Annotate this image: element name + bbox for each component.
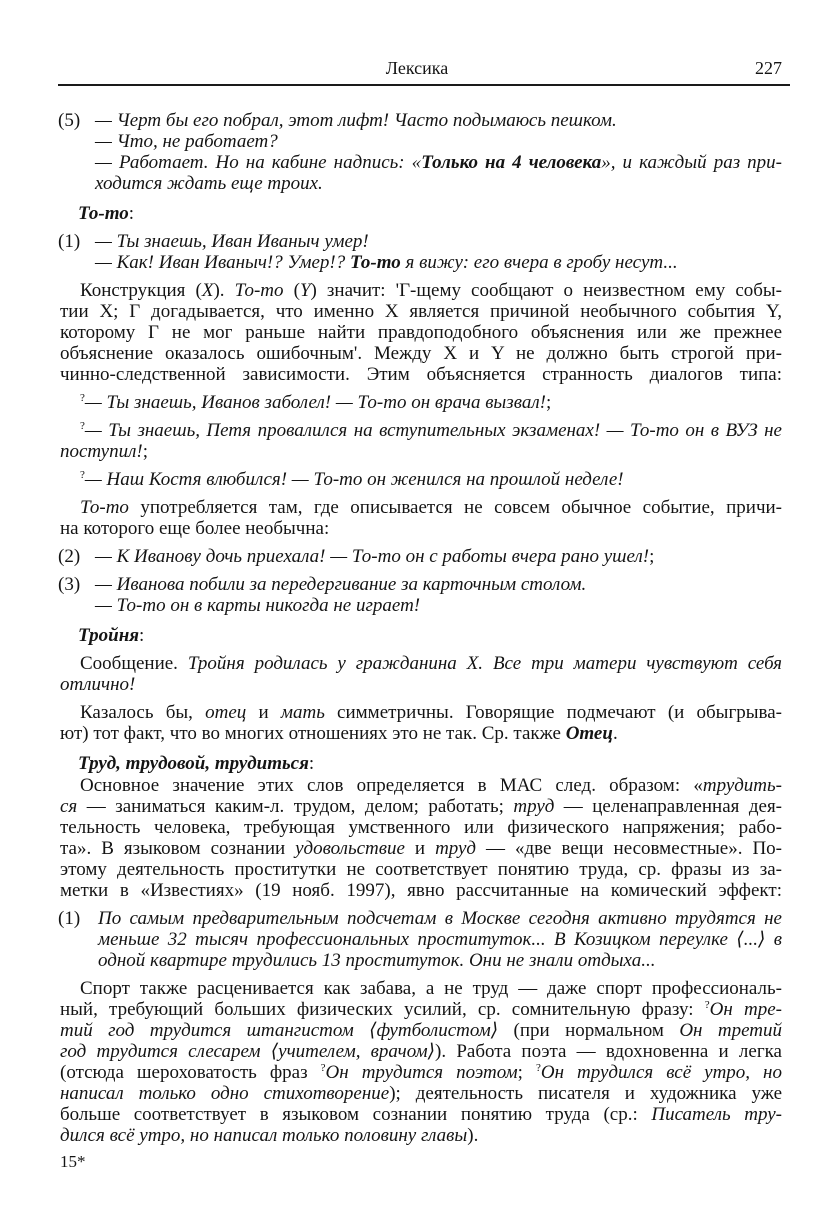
text-span: Он тре- xyxy=(709,999,782,1020)
paragraph xyxy=(60,978,782,1146)
text-span: чинно-следственной зависимости. Этим объясняется странность диалогов типа: xyxy=(60,364,782,385)
entry-heading xyxy=(60,753,782,774)
signature-mark: 15* xyxy=(60,1152,86,1171)
example-number: (1) xyxy=(58,908,81,929)
text-span: ). Работа поэта — вдохновенна и легка xyxy=(435,1041,782,1062)
running-header-title: Лексика xyxy=(385,58,449,78)
paragraph-line xyxy=(60,1020,782,1041)
paragraph-line xyxy=(60,1104,782,1125)
text-span: тельность человека, требующая умственного или физического напряжения; рабо- xyxy=(60,817,782,838)
example-line xyxy=(95,110,782,131)
text-span: ). xyxy=(467,1125,479,1146)
text-span: отец xyxy=(205,702,247,723)
example-line xyxy=(95,595,782,616)
text-span: Он трудился всё утро, но xyxy=(540,1062,782,1083)
paragraph-line xyxy=(60,322,782,343)
acceptability-mark: ? xyxy=(704,999,710,1011)
paragraph-line xyxy=(60,497,782,518)
example-line xyxy=(98,950,782,971)
text-span: написал только одно стихотворение xyxy=(60,1083,390,1104)
text-span: метки в «Известиях» (19 нояб. 1997), явно рассчитанные на комический эффект: xyxy=(60,880,782,901)
example-line xyxy=(98,929,782,950)
example-turn xyxy=(95,595,782,616)
example-number: (2) xyxy=(58,546,81,567)
paragraph xyxy=(60,775,782,901)
paragraph-line xyxy=(60,838,782,859)
text-span: симметричны. Говорящие подмечают (и обыгрыва- xyxy=(324,702,782,723)
text-span: ). xyxy=(213,280,235,301)
text-span: ; xyxy=(517,1062,536,1083)
example-line xyxy=(95,152,782,173)
paragraph-line xyxy=(60,674,782,695)
paragraph-line xyxy=(60,392,782,413)
acceptability-mark: ? xyxy=(80,469,85,481)
text-span: объяснение оказалось ошибочным'. Между X и Y не должно быть строгой при- xyxy=(60,343,782,364)
paragraph-line xyxy=(60,364,782,385)
paragraph-line xyxy=(60,796,782,817)
text-span: То-то xyxy=(350,252,401,273)
text-span: Конструкция ( xyxy=(80,280,202,301)
text-span: тий год трудится штангистом ⟨футболистом⟩ xyxy=(60,1020,499,1041)
text-span: Отец xyxy=(565,723,613,744)
text-span: одной квартире трудились 13 проституток. Они не знали отдыха... xyxy=(98,950,656,971)
text-span: ; xyxy=(649,546,655,567)
text-span: ся xyxy=(60,796,78,817)
text-span: ; xyxy=(142,441,149,462)
paragraph-line xyxy=(60,518,782,539)
text-span: ); деятельность писателя и художника уже xyxy=(389,1083,782,1104)
example-line xyxy=(95,173,782,194)
example-line xyxy=(98,908,782,929)
example-line xyxy=(95,131,782,152)
text-span: я вижу: его вчера в гробу несут... xyxy=(400,252,678,273)
paragraph-line xyxy=(60,702,782,723)
text-span: Спорт также расценивается как забава, а не труд — даже спорт профессиональ- xyxy=(80,978,782,999)
text-span: меньше 32 тысяч профессиональных проституток... В Козицком переулке ⟨...⟩ в xyxy=(98,929,782,950)
paragraph-line xyxy=(60,280,782,301)
acceptability-mark: ? xyxy=(320,1062,326,1074)
heading-text: : xyxy=(308,753,315,774)
text-span: Тройня родилась у гражданина X. Все три матери чувствуют себя xyxy=(187,653,782,674)
header-rule xyxy=(58,84,790,86)
heading-text: : xyxy=(128,203,135,224)
text-span: — Ты знаешь, Петя провалился на вступительных экзаменах! — То-то он в ВУЗ не xyxy=(84,420,782,441)
text-span: — Ты знаешь, Иван Иваныч умер! xyxy=(95,231,369,252)
paragraph xyxy=(60,497,782,539)
paragraph xyxy=(60,653,782,695)
text-span: труд xyxy=(513,796,555,817)
paragraph-line xyxy=(60,1062,782,1083)
example-turn xyxy=(95,252,782,273)
example-turn xyxy=(95,131,782,152)
paragraph xyxy=(60,420,782,462)
paragraph-line xyxy=(60,880,782,901)
text-span: То-то xyxy=(234,280,284,301)
text-span: ( xyxy=(283,280,300,301)
example-line xyxy=(95,546,782,567)
example-number: (3) xyxy=(58,574,81,595)
text-span: То-то xyxy=(80,497,129,518)
example-turn xyxy=(95,231,782,252)
paragraph-line xyxy=(60,859,782,880)
entry-heading xyxy=(60,203,782,224)
text-span: . xyxy=(612,723,618,744)
paragraph-line xyxy=(60,441,782,462)
example-number: (1) xyxy=(58,231,81,252)
paragraph-line xyxy=(60,653,782,674)
example xyxy=(60,908,782,971)
page-number: 227 xyxy=(755,58,782,78)
text-span: Он третий xyxy=(679,1020,782,1041)
paragraph xyxy=(60,280,782,385)
text-span: ют) тот факт, что во многих отношениях это не так. Ср. также xyxy=(60,723,566,744)
text-span: этому деятельность проститутки не соответствует понятию труда, ср. фразы из за- xyxy=(60,859,782,880)
example-line xyxy=(95,252,782,273)
paragraph-line xyxy=(60,1041,782,1062)
example-turn xyxy=(95,546,782,567)
text-span: (отсюда шероховатость фраз xyxy=(60,1062,321,1083)
example xyxy=(60,231,782,273)
text-span: — Как! Иван Иваныч!? Умер!? xyxy=(95,252,350,273)
paragraph xyxy=(60,702,782,744)
text-span: употребляется там, где описывается не совсем обычное событие, причи- xyxy=(128,497,782,518)
example-line xyxy=(95,574,782,595)
paragraph-line xyxy=(60,469,782,490)
text-span: — Черт бы его побрал, этот лифт! Часто подымаюсь пешком. xyxy=(95,110,617,131)
acceptability-mark: ? xyxy=(535,1062,541,1074)
text-span: мать xyxy=(280,702,325,723)
example xyxy=(60,110,782,194)
text-span: которому Г не мог раньше найти правдоподобного объяснения или же прежнее xyxy=(60,322,782,343)
heading-text: Тройня xyxy=(78,625,140,646)
example xyxy=(60,546,782,567)
heading-text: То-то xyxy=(78,203,129,224)
text-span: Казалось бы, xyxy=(80,702,206,723)
paragraph xyxy=(60,469,782,490)
paragraph-line xyxy=(60,817,782,838)
paragraph-line xyxy=(60,775,782,796)
example-turn xyxy=(95,574,782,595)
example-turn xyxy=(98,908,782,971)
paragraph-line xyxy=(60,1125,782,1146)
text-span: ный, требующий больших физических усилий, ср. сомнительную фразу: xyxy=(60,999,705,1020)
text-span: и xyxy=(404,838,436,859)
text-span: — заниматься каким-л. трудом, делом; работать; xyxy=(77,796,514,817)
text-span: — целенаправленная дея- xyxy=(554,796,783,817)
paragraph-line xyxy=(60,1083,782,1104)
text-span: год трудится слесарем ⟨учителем, врачом⟩ xyxy=(60,1041,436,1062)
example xyxy=(60,574,782,616)
acceptability-mark: ? xyxy=(80,392,85,404)
text-span: ) значит: 'Г-щему сообщают о неизвестном ему собы- xyxy=(310,280,783,301)
acceptability-mark: ? xyxy=(80,420,85,432)
text-span: поступил! xyxy=(60,441,143,462)
example-line xyxy=(95,231,782,252)
text-span: тии X; Г догадывается, что именно X является причиной необычного события Y, xyxy=(60,301,782,322)
text-span: — К Иванову дочь приехала! — То-то он с работы вчера рано ушел! xyxy=(95,546,650,567)
text-span: больше соответствует в языковом сознании понятию труда (ср.: xyxy=(60,1104,652,1125)
example-turn xyxy=(95,152,782,194)
text-span: ; xyxy=(545,392,552,413)
text-span: Только на 4 человека xyxy=(421,152,602,173)
paragraph xyxy=(60,392,782,413)
text-span: По самым предварительным подсчетам в Москве сегодня активно трудятся не xyxy=(98,908,782,929)
page-body xyxy=(60,110,782,1146)
text-span: трудить- xyxy=(702,775,782,796)
paragraph-line xyxy=(60,420,782,441)
text-span: — Что, не работает? xyxy=(95,131,278,152)
text-span: отлично! xyxy=(60,674,136,695)
paragraph-line xyxy=(60,723,782,744)
text-span: Основное значение этих слов определяется в МАС след. образом: « xyxy=(80,775,703,796)
paragraph-line xyxy=(60,999,782,1020)
example-number: (5) xyxy=(58,110,81,131)
entry-heading xyxy=(60,625,782,646)
text-span: Он трудится поэтом xyxy=(325,1062,518,1083)
text-span: труд xyxy=(435,838,477,859)
text-span: ходится ждать еще троих. xyxy=(95,173,323,194)
example-turn xyxy=(95,110,782,131)
paragraph-line xyxy=(60,301,782,322)
text-span: та». В языковом сознании xyxy=(60,838,296,859)
text-span: — То-то он в карты никогда не играет! xyxy=(95,595,421,616)
heading-text: Труд, трудовой, трудиться xyxy=(78,753,309,774)
text-span: удовольствие xyxy=(295,838,405,859)
text-span: — Наш Костя влюбился! — То-то он женился на прошлой неделе! xyxy=(84,469,624,490)
text-span: Сообщение. xyxy=(80,653,188,674)
paragraph-line xyxy=(60,343,782,364)
text-span: (при нормальном xyxy=(498,1020,680,1041)
text-span: на которого еще более необычна: xyxy=(60,518,330,539)
text-span: дился всё утро, но написал только половину главы xyxy=(60,1125,468,1146)
text-span: X xyxy=(201,280,214,301)
text-span: Y xyxy=(299,280,311,301)
text-span: — Ты знаешь, Иванов заболел! — То-то он врача вызвал! xyxy=(84,392,546,413)
text-span: — «две вещи несовместные». По- xyxy=(476,838,782,859)
text-span: Писатель тру- xyxy=(651,1104,782,1125)
paragraph-line xyxy=(60,978,782,999)
heading-text: : xyxy=(139,625,145,646)
text-span: — Работает. Но на кабине надпись: « xyxy=(95,152,422,173)
text-span: — Иванова побили за передергивание за карточным столом. xyxy=(95,574,587,595)
text-span: », и каждый раз при- xyxy=(601,152,782,173)
text-span: и xyxy=(246,702,281,723)
